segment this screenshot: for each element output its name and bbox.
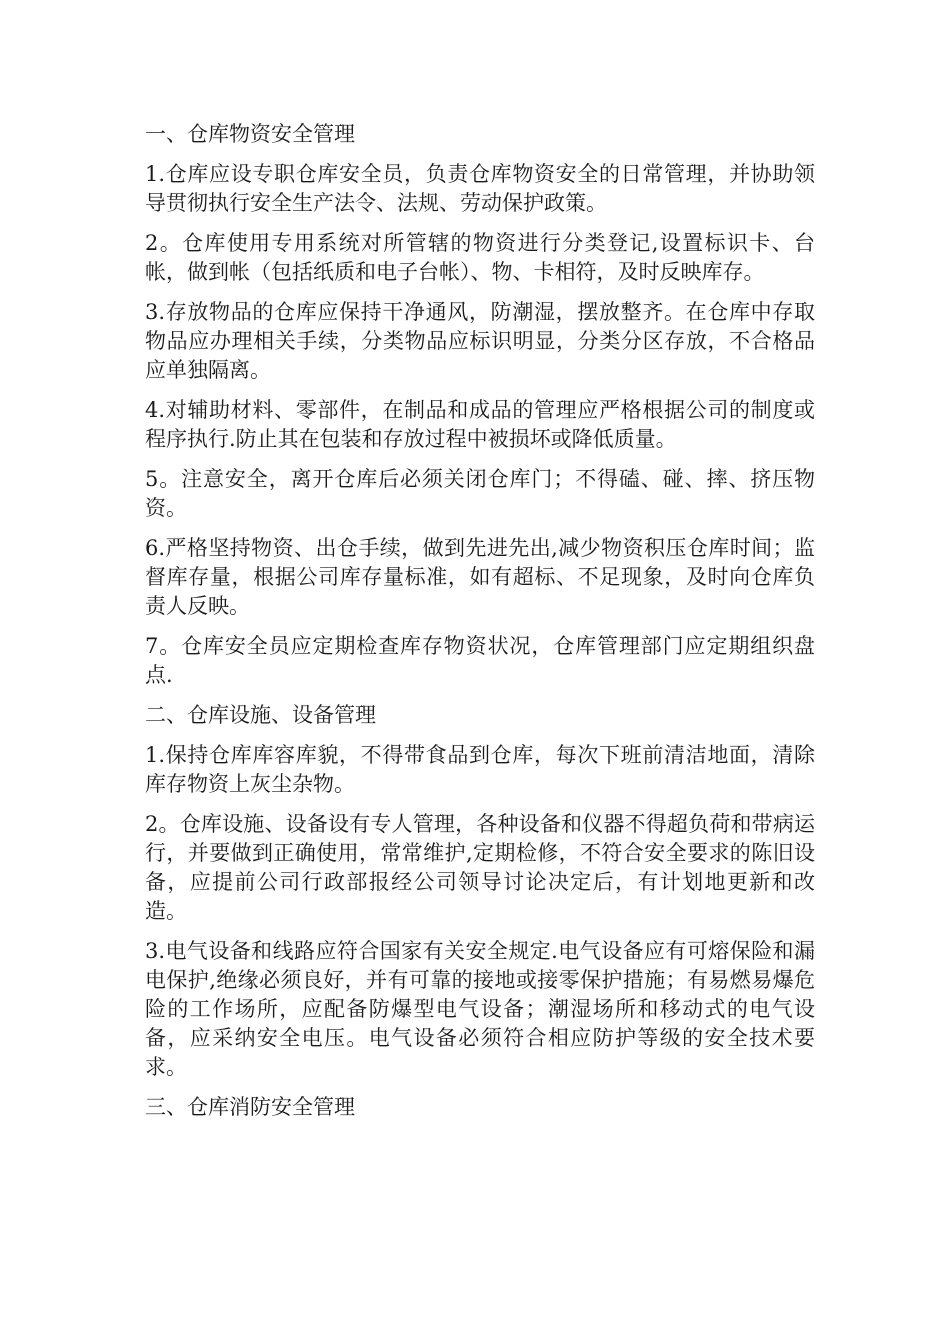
section-heading-1: 一、仓库物资安全管理 (145, 122, 355, 146)
paragraph-1-7: 7。仓库安全员应定期检查库存物资状况，仓库管理部门应定期组织盘点. (145, 634, 815, 687)
paragraph-1-4: 4.对辅助材料、零部件，在制品和成品的管理应严格根据公司的制度或程序执行.防止其在包装和存放过程中被损坏或降低质量。 (145, 398, 815, 451)
paragraph-2-2: 2。仓库设施、设备设有专人管理，各种设备和仪器不得超负荷和带病运行，并要做到正确使用，常常维护,定期检修，不符合安全要求的陈旧设备，应提前公司行政部报经公司领导讨论决定后，有计划地更新和改造。 (145, 812, 815, 923)
document-body (145, 120, 815, 1133)
paragraph-1-5: 5。注意安全，离开仓库后必须关闭仓库门；不得磕、碰、摔、挤压物资。 (145, 467, 815, 520)
paragraph-1-1: 1.仓库应设专职仓库安全员，负责仓库物资安全的日常管理，并协助领导贯彻执行安全生产法令、法规、劳动保护政策。 (145, 162, 815, 215)
section-heading-2: 二、仓库设施、设备管理 (145, 703, 376, 727)
paragraph-2-3: 3.电气设备和线路应符合国家有关安全规定.电气设备应有可熔保险和漏电保护,绝缘必须良好，并有可靠的接地或接零保护措施；有易燃易爆危险的工作场所，应配备防爆型电气设备；潮湿场所和移动式的电气设备，应采纳安全电压。电气设备必须符合相应防护等级的安全技术要求。 (145, 939, 815, 1079)
paragraph-1-2: 2。仓库使用专用系统对所管辖的物资进行分类登记,设置标识卡、台帐，做到帐（包括纸质和电子台帐）、物、卡相符，及时反映库存。 (145, 231, 815, 284)
paragraph-1-6: 6.严格坚持物资、出仓手续，做到先进先出,减少物资积压仓库时间；监督库存量，根据公司库存量标准，如有超标、不足现象，及时向仓库负责人反映。 (145, 536, 815, 618)
paragraph-1-3: 3.存放物品的仓库应保持干净通风，防潮湿，摆放整齐。在仓库中存取物品应办理相关手续，分类物品应标识明显，分类分区存放，不合格品应单独隔离。 (145, 300, 815, 382)
paragraph-2-1: 1.保持仓库库容库貌，不得带食品到仓库，每次下班前清洁地面，清除库存物资上灰尘杂物。 (145, 743, 815, 796)
section-heading-3: 三、仓库消防安全管理 (145, 1095, 355, 1119)
